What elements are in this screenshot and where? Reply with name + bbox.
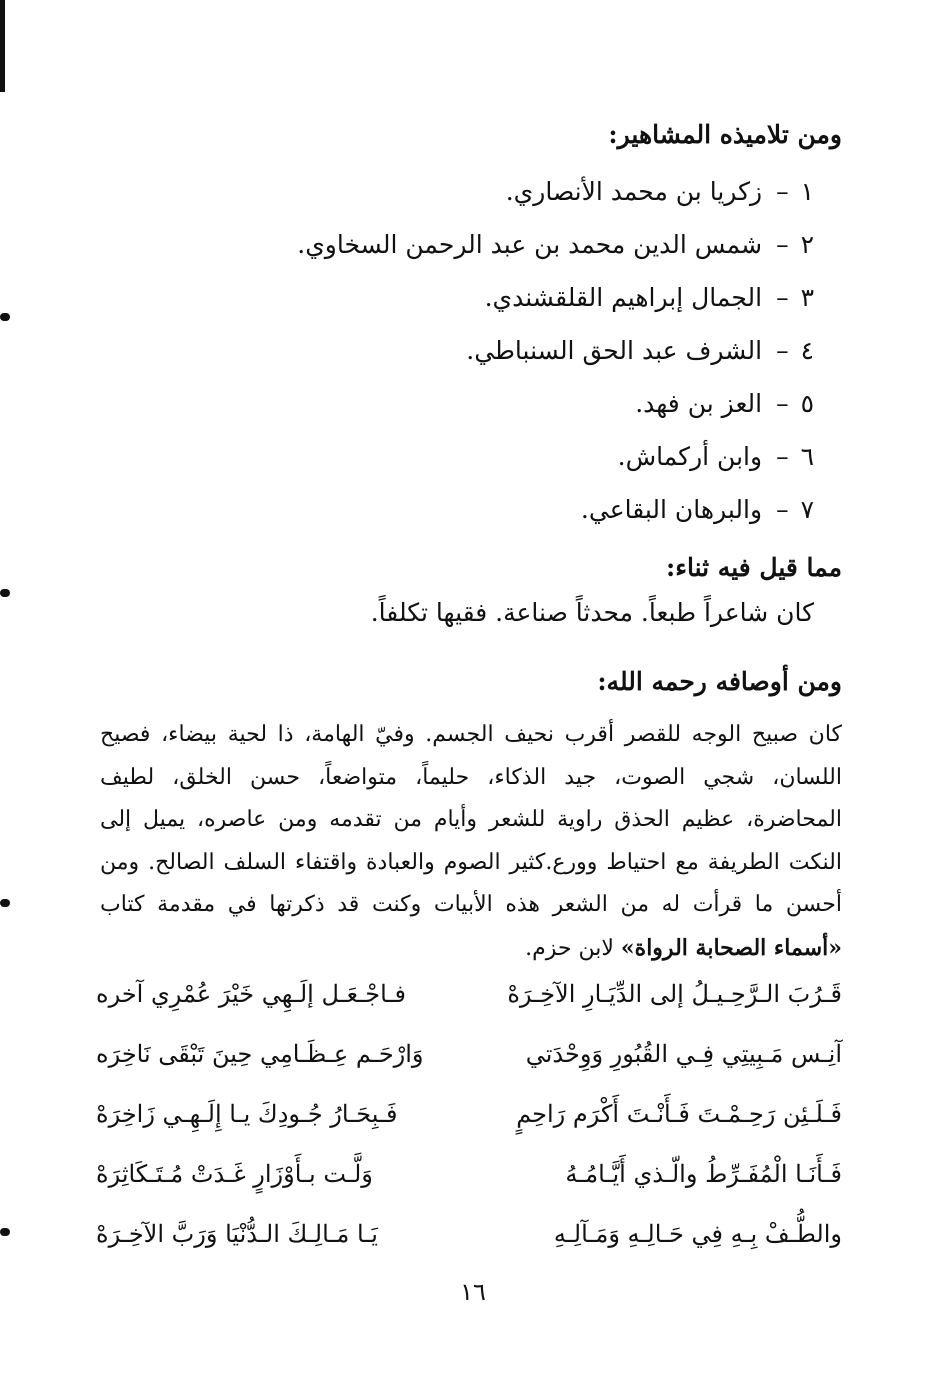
verse-second-hemistich: فـاجْـعَـل إلَـهِي خَيْرَ عُمْرِي آخره — [96, 980, 406, 1008]
praise-text: كان شاعراً طبعاً. محدثاً صناعة. فقيها تكلفاً. — [370, 598, 814, 627]
verse-first-hemistich: آنِـس مَـبِيتِي فِـي القُبُورِ وَوِحْدَتي — [525, 1040, 842, 1068]
scan-edge-mark — [0, 1228, 10, 1236]
verse-first-hemistich: والطُّـفْ بِـهِ فِي حَـالِـهِ وَمَـآلِـهِ — [553, 1220, 842, 1248]
verse-second-hemistich: وَلَّـت بـأَوْزَارٍ غَـدَتْ مُـتَـكَاثِرَهْ — [96, 1160, 373, 1188]
scan-edge-mark — [0, 899, 10, 907]
student-item: ٦–وابن أركماش. — [617, 442, 814, 471]
verse-second-hemistich: وَارْحَـم عِـظَـامِي حِينَ تَبْقَى نَاخِرَه — [96, 1040, 424, 1068]
verse-first-hemistich: فَـأَنَـا الْمُفَـرِّطُ والّـذي أَيَّـامُـهُ — [565, 1160, 842, 1188]
verse-line — [96, 1212, 842, 1268]
scan-edge-mark — [0, 0, 5, 92]
students-heading: ومن تلاميذه المشاهير: — [608, 120, 842, 149]
verse-first-hemistich: فَـلَـئِن رَحِـمْـتَ فَـأَنْـتَ أَكْرَم رَاحِمٍ — [516, 1100, 842, 1128]
verse-line — [96, 1152, 842, 1208]
verse-line — [96, 972, 842, 1028]
student-item: ٤–الشرف عبد الحق السنباطي. — [466, 336, 814, 365]
traits-heading: ومن أوصافه رحمه الله: — [597, 667, 842, 696]
verse-line — [96, 1092, 842, 1148]
page-number: ١٦ — [460, 1278, 486, 1306]
traits-paragraph: كان صبيح الوجه للقصر أقرب نحيف الجسم. وفيّ الهامة، ذا لحية بيضاء، فصيح اللسان، شجي الصوت، جيد الذكاء، حليماً، متواضعاً، حسن الخلق، لطيف المحاضرة، عظيم الحذق راوية للشعر وأيام من تقدمه ومن عاصره، يميل إلى النكت الطريفة مع احتياط وورع.كثير الصوم والعبادة واقتفاء السلف الصالح. ومن أحسن ما قرأت له من الشعر هذه الأبيات وكنت قد ذكرتها في مقدمة كتاب «أسماء الصحابة الرواة» لابن حزم. — [100, 722, 842, 961]
student-item: ١–زكريا بن محمد الأنصاري. — [505, 177, 814, 206]
verse-line — [96, 1032, 842, 1088]
scan-edge-mark — [0, 313, 10, 321]
verse-second-hemistich: يَـا مَـالِـكَ الـدُّنْيَا وَرَبَّ الآخِـرَهْ — [96, 1220, 378, 1248]
scan-edge-mark — [0, 589, 10, 597]
book-title: «أسماء الصحابة الرواة» — [620, 934, 842, 961]
student-item: ٥–العز بن فهد. — [635, 389, 814, 418]
praise-heading: مما قيل فيه ثناء: — [665, 553, 842, 582]
student-item: ٢–شمس الدين محمد بن عبد الرحمن السخاوي. — [297, 230, 814, 259]
verse-second-hemistich: فَـبِحَـارُ جُـودِكَ يـا إِلَـهِـي زَاخِرَهْ — [96, 1100, 398, 1128]
student-item: ٧–والبرهان البقاعي. — [580, 495, 814, 524]
student-item: ٣–الجمال إبراهيم القلقشندي. — [484, 283, 814, 312]
verse-first-hemistich: قَـرُبَ الـرَّحِـيـلُ إلى الدِّيَـارِ الآخِـرَهْ — [507, 980, 842, 1008]
